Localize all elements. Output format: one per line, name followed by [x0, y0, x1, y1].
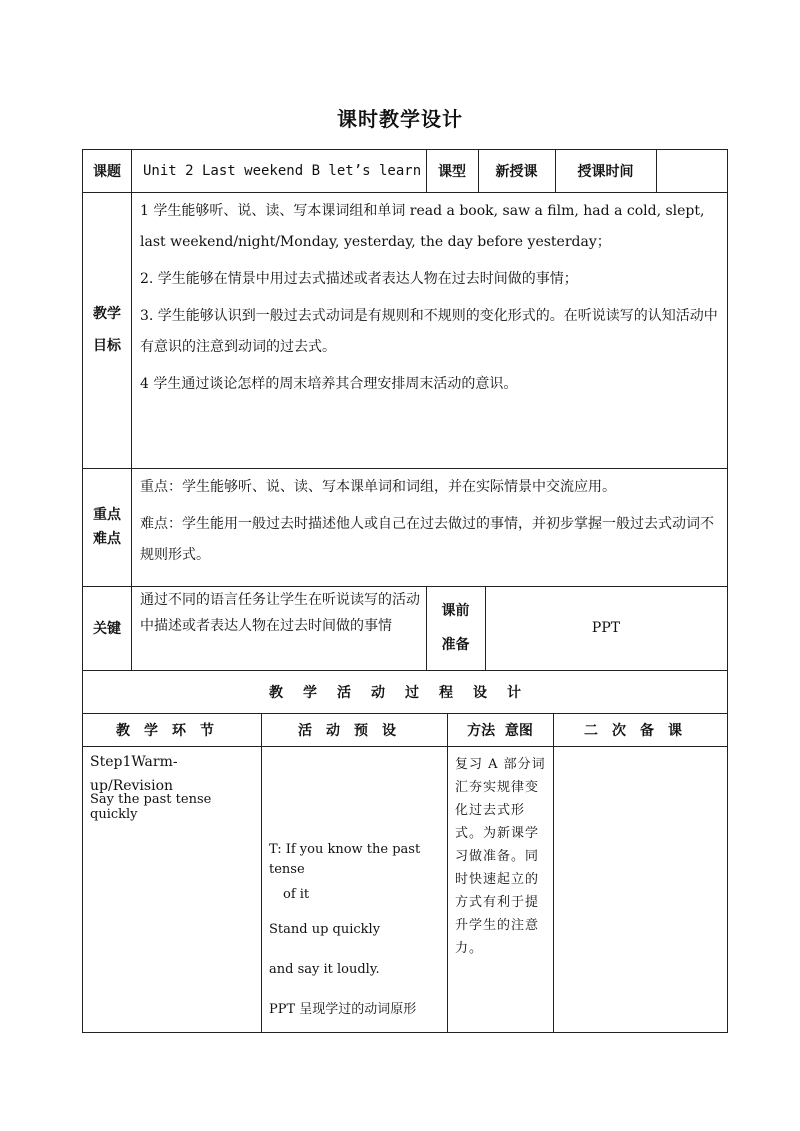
- objective-item: 2. 学生能够在情景中用过去式描述或者表达人物在过去时间做的事情；: [140, 271, 578, 287]
- time-value: [656, 150, 727, 192]
- method-text: 复习 A 部分词汇夯实规律变化过去式形式。为新课学习做准备。同时快速起立的方式有利于提升学生的注意力。: [455, 757, 546, 956]
- topic-value: Unit 2 Last weekend B let’s learn: [143, 163, 422, 179]
- activity-line: of it: [283, 887, 310, 902]
- col-activity-header: 活动预设: [298, 722, 410, 739]
- backup-cell: [553, 746, 727, 1032]
- objective-item: 1 学生能够听、说、读、写本课词组和单词 read a book, saw a film, had a cold, slept, last weekend/night/Monday, yesterday, the day before yesterday；: [140, 203, 705, 250]
- row-divider: [83, 468, 727, 469]
- col-method-header: 方法 意图: [467, 722, 533, 739]
- step-name: Step1Warm-up/Revision: [90, 754, 178, 794]
- prep-label: [426, 586, 485, 670]
- prep-label-line1: 课前: [441, 603, 470, 619]
- lesson-plan-table: [82, 149, 728, 1033]
- prep-label-line2: 准备: [441, 637, 470, 653]
- activity-content: [269, 840, 443, 1030]
- col-divider: [131, 150, 132, 670]
- key-label: 关键: [93, 621, 121, 637]
- process-section-title: 教学活动过程设计: [269, 684, 541, 701]
- keypoints-label-line1: 重点: [93, 507, 121, 523]
- activity-line: and say it loudly.: [269, 962, 380, 977]
- activity-line: T: If you know the past tense: [269, 842, 421, 877]
- col-divider: [447, 713, 448, 1033]
- col-step-header: 教学环节: [116, 722, 228, 739]
- activity-line: Stand up quickly: [269, 922, 381, 937]
- objectives-label-line1: 教学: [93, 306, 121, 322]
- row-divider: [83, 192, 727, 193]
- objective-item: 4 学生通过谈论怎样的周末培养其合理安排周末活动的意识。: [140, 376, 518, 392]
- objectives-label-line2: 目标: [93, 338, 121, 354]
- objectives-list: [140, 196, 724, 406]
- step-desc: Say the past tense quickly: [90, 792, 212, 822]
- col-backup-header: 二次备课: [584, 722, 696, 739]
- difficulty-text: 难点：学生能用一般过去时描述他人或自己在过去做过的事情，并初步掌握一般过去式动词不规则形式。: [140, 516, 714, 563]
- focus-text: 重点：学生能够听、说、读、写本课单词和词组，并在实际情景中交流应用。: [140, 479, 616, 495]
- objectives-label: [83, 192, 131, 468]
- keypoints-content: [140, 472, 724, 577]
- page-title: 课时教学设计: [337, 107, 463, 131]
- objective-item: 3. 学生能够认识到一般过去式动词是有规则和不规则的变化形式的。在听说读写的认知活动中有意识的注意到动词的过去式。: [140, 308, 718, 355]
- type-label: 课型: [438, 164, 466, 180]
- topic-label: 课题: [93, 164, 121, 180]
- type-value: 新授课: [495, 164, 538, 180]
- key-text: 通过不同的语言任务让学生在听说读写的活动中描述或者表达人物在过去时间做的事情: [140, 592, 420, 634]
- col-divider: [261, 713, 262, 1033]
- prep-value: PPT: [591, 620, 621, 636]
- keypoints-label-line2: 难点: [93, 531, 121, 547]
- keypoints-label: [83, 468, 131, 586]
- time-label: 授课时间: [577, 164, 634, 180]
- activity-line: PPT 呈现学过的动词原形: [269, 1002, 417, 1017]
